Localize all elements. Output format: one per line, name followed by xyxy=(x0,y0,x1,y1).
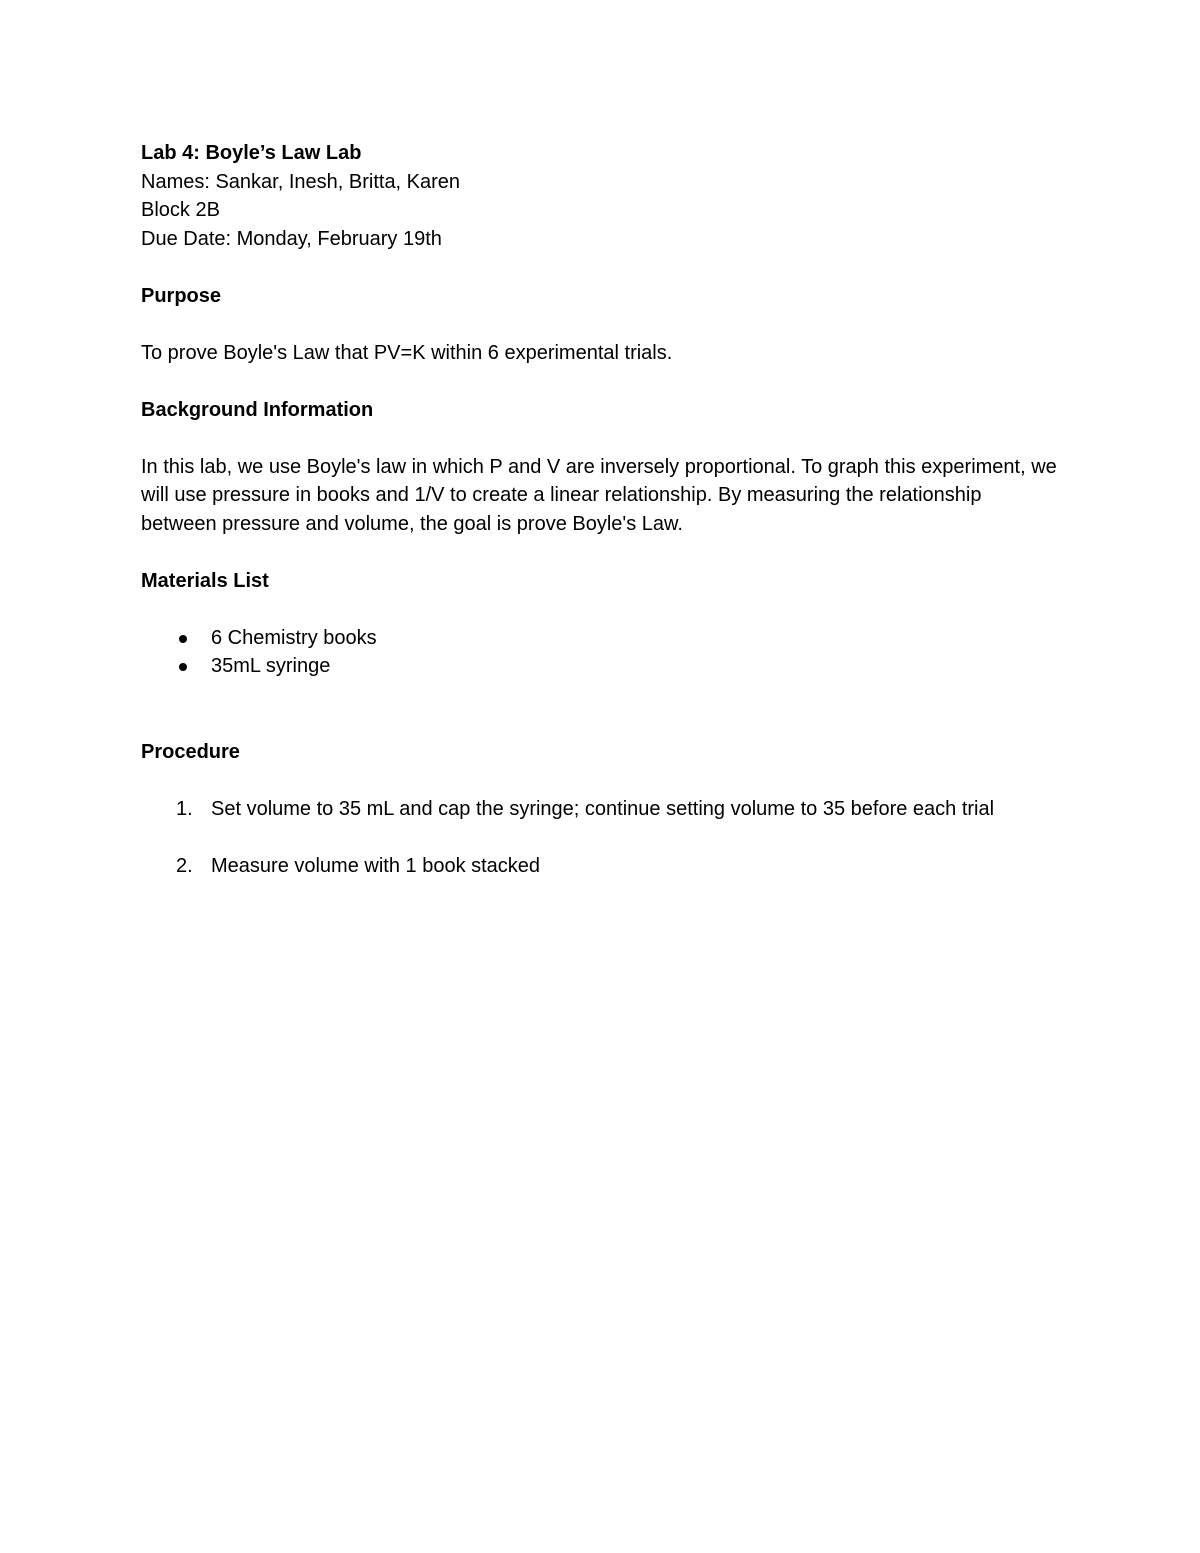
purpose-text: To prove Boyle's Law that PV=K within 6 experimental trials. xyxy=(141,341,673,364)
material-item-label: 35mL syringe xyxy=(211,655,331,677)
spacer xyxy=(141,823,1071,852)
spacer xyxy=(141,310,1071,339)
list-item xyxy=(141,795,1071,824)
step-text: Set volume to 35 mL and cap the syringe; continue setting volume to 35 before each trial xyxy=(211,797,995,820)
spacer xyxy=(141,766,1071,795)
document-title: Lab 4: Boyle’s Law Lab xyxy=(141,142,362,164)
procedure-list xyxy=(141,795,1071,881)
document-content xyxy=(141,139,1071,880)
step-number: 2. xyxy=(176,854,193,877)
step-text: Measure volume with 1 book stacked xyxy=(211,854,541,877)
bullet-icon xyxy=(179,635,187,643)
block-line: Block 2B xyxy=(141,199,220,221)
spacer xyxy=(141,538,1071,567)
spacer xyxy=(141,253,1071,282)
materials-heading: Materials List xyxy=(141,569,269,592)
material-item-label: 6 Chemistry books xyxy=(211,626,377,649)
list-item xyxy=(141,624,1071,653)
spacer xyxy=(141,681,1071,710)
spacer xyxy=(141,709,1071,738)
materials-list xyxy=(141,624,1071,681)
list-item xyxy=(141,852,1071,881)
purpose-heading: Purpose xyxy=(141,284,222,307)
spacer xyxy=(141,424,1071,453)
spacer xyxy=(141,367,1071,396)
background-heading: Background Information xyxy=(141,398,374,421)
procedure-heading: Procedure xyxy=(141,740,240,763)
due-date-line: Due Date: Monday, February 19th xyxy=(141,227,442,250)
list-item xyxy=(141,652,1071,681)
background-text: In this lab, we use Boyle's law in which P and V are inversely proportional. To graph this experiment, we will use pressure in books and 1/V to create a linear relationship. By measuring the relationship between pressure and volume, the goal is prove Boyle's Law. xyxy=(141,455,1057,535)
bullet-icon xyxy=(179,663,187,671)
spacer xyxy=(141,595,1071,624)
names-line: Names: Sankar, Inesh, Britta, Karen xyxy=(141,170,461,193)
step-number: 1. xyxy=(176,797,193,820)
